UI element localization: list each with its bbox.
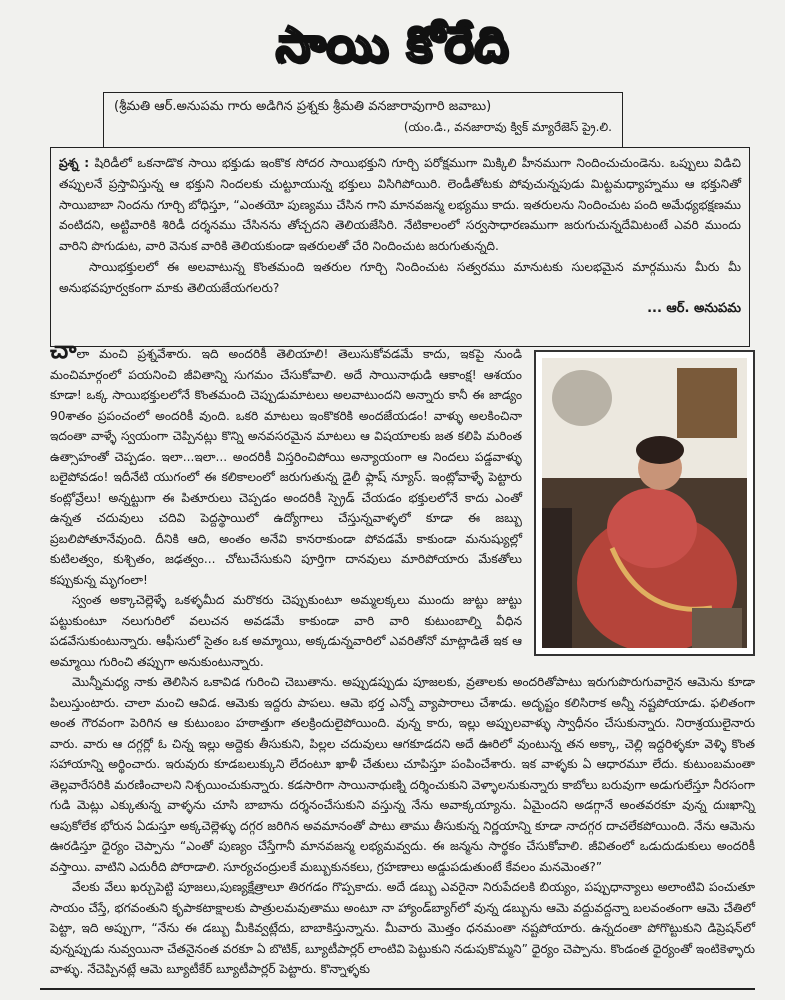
portrait-image: [542, 358, 747, 648]
article-title: సాయి కోరేది: [275, 17, 510, 73]
byline-box: [103, 92, 623, 148]
question-box: [50, 147, 750, 347]
byline-answerer-credit: (యం.డి., వనజారావు క్విక్ మ్యారేజెస్ ప్రై.లి.: [403, 120, 612, 134]
byline-question-credit: (శ్రీమతి ఆర్.అనుపమ గారు అడిగిన ప్రశ్నకు శ్రీమతి వనజారావుగారి జవాబు): [114, 99, 492, 114]
answer-paragraph-1: చాలా మంచి ప్రశ్నవేశారు. ఇది అందరికీ తెలియాలి! తెలుసుకోవడమే కాదు, ఇకపై నుండి మంచిమార్గంలో పయనించి జీవితాన్ని సుగమం చేసుకోవాలి. అదే సాయినాథుడి ఆకాంక్ష! ఆశయం కూడా! ఒక్క సాయిభక్తులలోనే కొంతమంది చెప్పుడుమాటలు అలవాటుందని అన్నారు కానీ ఈ జాడ్యం 90శాతం ప్రపంచంలో అందరికీ వుంది. ఒకరి మాటలు ఇంకొకరికి అందజేయడం! వాళ్ళు అలకించినా ఇదంతా వాళ్ళే స్వయంగా చెప్పినట్లు కొన్ని అనవసరమైన మాటలు ఆ విషయాలకు జత కలిపి మరింత ఉత్సాహంతో చెప్పడం. ఇలా...ఇలా... అందరికీ విస్తరించిపోయి అన్యాయంగా ఆ నిందలు పడ్డవాళ్ళు బలైపోవడం! ఇదీనేటి యుగంలో ఈ కలికాలంలో జరుగుతున్న డైలీ ఫ్లాష్ న్యూస్. ఇంట్లోవాళ్ళే పెట్టారు కంట్లోవ్రేలు! అన్నట్టుగా ఈ పితూరులు చెప్పడం అందరికీ స్ప్రెడ్ చేయడం భక్తులలోనే కాదు ఎంతో ఉన్నత చదువులు చదివి పెద్దస్థాయిలో ఉద్యోగాలు చేస్తున్నవాళ్ళలో కూడా ఈ జబ్బు ప్రబలిపోతూనేవుంది. దీనికి ఆది, అంతం అనేవి కానరాకుండా పోవడమే కాకుండా మనుష్యుల్లో కుటిలత్వం, కుశ్చితం, జఢత్వం... చోటుచేసుకుని పూర్తిగా దానవులు మారిపోయారు మేకతోలు కప్పుకున్న మృగంలా!: [50, 336, 522, 587]
bottom-divider: [40, 988, 755, 990]
drop-cap: చా: [50, 336, 77, 364]
answer-paragraph-3: మొన్నీమధ్య నాకు తెలిసిన ఒకావిడ గురించి చెబుతాను. అప్పుడప్పుడు పూజలకు, వ్రతాలకు అందరితోపాటు ఇరుగుపొరుగువారైన ఆమెను కూడా పిలుస్తుంటారు. చాలా మంచి ఆవిడ. ఆమెకు ఇద్దరు పాపలు. ఆమె భర్త ఎన్నో వ్యాపారాలు చేశాడు. అదృష్టం కలిసిరాక అన్నీ నష్టపోయాడు. ఫలితంగా అంత గౌరవంగా పెరిగిన ఆ కుటుంబం హఠాత్తుగా తలక్రిందులైపోయింది. వున్న కారు, ఇల్లు అప్పులవాళ్ళు స్వాధీనం చేసుకున్నారు. నిరాశ్రయులైనారు వారు. వారు ఆ దగ్గర్లో ఓ చిన్న ఇల్లు అద్దెకు తీసుకుని, పిల్లల చదువులు ఆగకూడదని అదే ఊరిలో వుంటున్న తన అక్కా, చెల్లి ఇద్దరిళ్ళకూ వెళ్ళి కొంత సహాయాన్ని అర్థించారు. ఇరువురు కూడబలుక్కుని లేదంటూ ఖాళీ చేతులు చూపిస్తూ పంపించేశారు. ఇక వాళ్ళకు ఏ ఆధారమూ లేదు. కుటుంబమంతా తెల్లవారేసరికి మరణించాలని నిశ్చయించుకున్నారు. కడసారిగా సాయినాథుణ్ని దర్శించుకుని వెళ్ళాలనుకున్నారు కాబోలు బరువుగా అడుగులేస్తూ నీరసంగా గుడి మెట్లు ఎక్కుతున్న వాళ్ళను చూసి బాబాను దర్శనంచేసుకుని వస్తున్న నేను అవాక్కయ్యాను. ఏమైందని అడగ్గానే అంతవరకూ వున్న దుఃఖాన్ని ఆపుకోలేక భోరున ఏడుస్తూ అక్కచెల్లెళ్ళు దగ్గర జరిగిన అవమానంతో పాటు తాము తీసుకున్న నిర్ణయాన్ని కూడా నాదగ్గర దాచలేకపోయింది. నేను ఆమెను ఊరడిస్తూ ధైర్యం చెప్పాను “ఎంతో పుణ్యం చేస్తేగానీ మానవజన్మ లభ్యమవ్వదు. ఈ జన్మను సార్థకం చేసుకోవాలి. జీవితంలో ఒడుదుడుకులు అందరికీ వస్తాయి. వాటిని ఎదురీది పోరాడాలి. సూర్యచంద్రులకే మబ్బుకునకలు, గ్రహణాలు అడ్డుపడుతుంటే కేవలం మనమెంత?”: [50, 675, 755, 874]
question-text: షిరిడీలో ఒకనాడొక సాయి భక్తుడు ఇంకొక సోదర సాయిభక్తుని గూర్చి పరోక్షముగా మిక్కిలి హీనముగా నిందించుచుండెను. ఒప్పులు విడిచి తప్పులనే ప్రస్తావిస్తున్న ఆ భక్తుని నిందలకు చుట్టూయున్న భక్తులు విసిగిపోయిరి. లెండీతోటకు పోవుచున్నపుడు మిట్టమధ్యాహ్నము ఆ భక్తునితో సాయిబాబా నిందను గూర్చి బోధిస్తూ, “ఎంతయో పుణ్యము చేసిన గాని మానవజన్మ లభ్యము కాదు. ఇతరులను నిందించుట పంది అమేధ్యభక్షణము వంటిదని, అట్టివారికి శిరిడీ దర్శనము చేసినను తోచ్చదని తెలియజేసిరి. నేటికాలంలో సర్వసాధారణముగా జరుగుచున్నదేమిటంటే ఎవరి ముందు వారిని పొగుడుట, వారి వెనుక వారికి తెలియకుండా ఇతరులతో చేరి నిందించుట జరుగుతున్నది.: [59, 156, 741, 254]
answer-paragraph-4: వేలకు వేలు ఖర్చుపెట్టి పూజలు,పుణ్యక్షేత్రాలూ తిరగడం గొప్పకాదు. అదే డబ్బు ఎవరైనా నిరుపేదలకి బియ్యం, పప్పుధాన్యాలు అలాంటివి పంచుతూ సాయం చేస్తే, భగవంతుని కృపాకటాక్షాలకు పాత్రులమవుతాము అంటూ నా హ్యాండ్‌బ్యాగ్‌లో వున్న డబ్బును ఆమె వద్దువద్దన్నా బలవంతంగా ఆమె చేతిలో పెట్టా, ఇది అప్పుగా, “నేను ఈ డబ్బు మీకివ్వట్లేదు, బాబాకిస్తున్నాను. మీవారు మొత్తం ధనమంతా నష్టపోయారు. ఉన్నదంతా పోగొట్టుకుని డిప్రెషన్‌లో వున్నప్పుడు నువ్వయినా చేతనైనంత వరకూ ఏ బొటిక్, బ్యూటీపార్లర్ లాంటివి పెట్టుకుని నడుపుకొమ్మని” ధైర్యం చెప్పాను. కొండంత ధైర్యంతో ఇంటికెళ్ళారు వాళ్ళు. నేచెప్పినట్లే ఆమె బ్యూటీకేర్ బ్యూటీపార్లర్ పెట్టారు. కొన్నాళ్ళకు: [50, 880, 755, 976]
question-label: ప్రశ్న :: [59, 156, 90, 170]
answer-body: [50, 336, 755, 980]
question-signature: ... ఆర్. అనుపమ: [647, 300, 741, 316]
question-text-2: సాయిభక్తులలో ఈ అలవాటున్న కొంతమంది ఇతరుల గూర్చి నిందించుట సత్వరము మానుటకు సులభమైన మార్గమును మీరు మీ అనుభవపూర్వకంగా మాకు తెలియజేయగలరు?: [59, 259, 741, 295]
author-photo: [534, 350, 755, 656]
answer-paragraph-2: స్వంత అక్కాచెల్లెళ్ళే ఒకళ్ళమీద మరొకరు చెప్పుకుంటూ అమ్మలక్కలు ముందు జుట్టు జుట్టు పట్టుకుంటూ నలుగురిలో వలుచన అవడమే కాకుండా వారి వారి కుటుంబాల్ని వీధిన పడవేసుకుంటున్నారు. ఆఫీసులో సైతం ఒక అమ్మాయి, అక్కడున్నవారిలో ఎవరితోనో మాట్లాడితే ఇక ఆ అమ్మాయి గురించి తప్పుగా అనుకుంటున్నారు.: [50, 593, 522, 669]
